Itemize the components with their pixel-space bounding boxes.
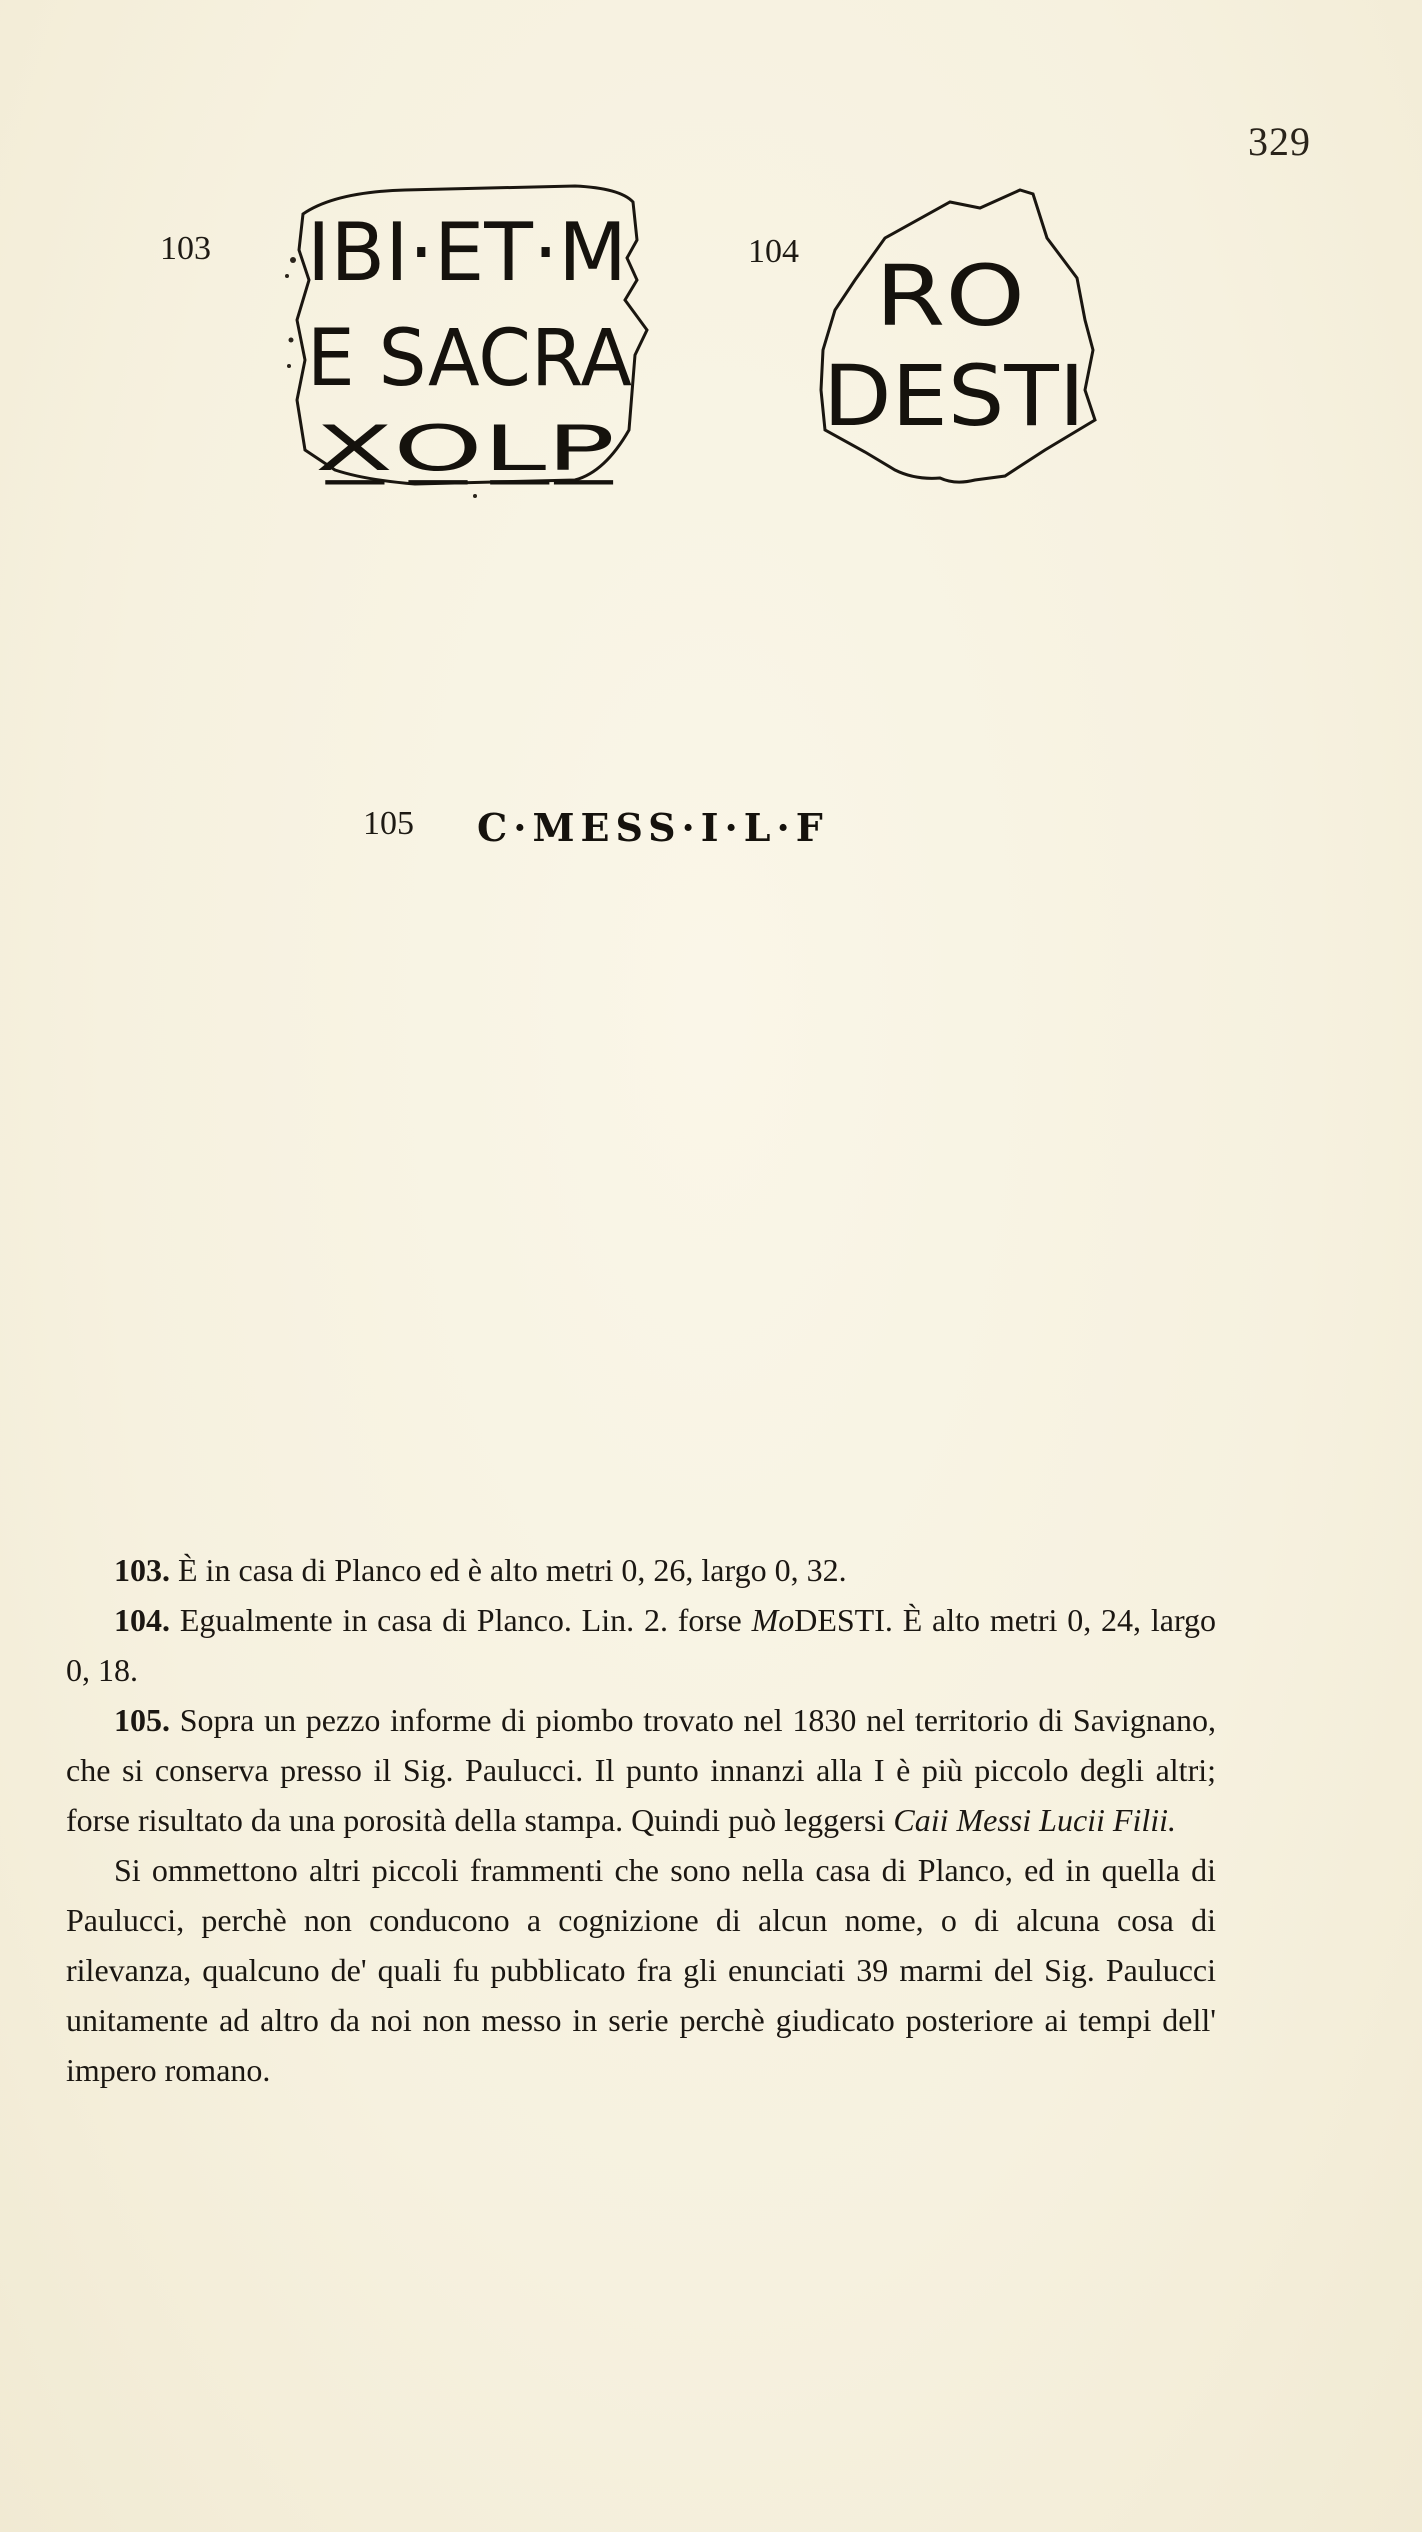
note-103 (66, 1545, 1216, 1595)
note-103-text: È in casa di Planco ed è alto metri 0, 26, largo 0, 32. (178, 1552, 847, 1588)
fragment-104-line-1: RO (875, 247, 1025, 345)
inscription-fragment-104 (815, 180, 1115, 550)
lead-inscription-105: C·MESS·I·L·F (477, 805, 829, 850)
inscription-fragment-103 (275, 180, 665, 510)
figure-103-label: 103 (160, 230, 211, 267)
notes-block (66, 1545, 1216, 2095)
fragment-103-line-3: X̲O̲L̲P̲ (315, 412, 615, 485)
fragment-103-line-2: E SACRA (307, 314, 632, 404)
note-104-text-b: DESTI. È alto metri 0, 24, largo 0, 18. (66, 1602, 1217, 1688)
note-105-italic: Caii Messi Lucii Filii. (893, 1802, 1177, 1838)
fragment-103-line-1: IBI·ET·M (307, 206, 627, 299)
note-104-number: 104. (114, 1602, 170, 1638)
note-105-text: Sopra un pezzo informe di piombo trovato nel 1830 nel territorio di Savignano, che si conserva presso il Sig. Paulucci. Il punto innanzi alla I è più piccolo degli altri; forse risultato da una porosità della stampa. Quindi può leggersi (66, 1702, 1217, 1838)
figure-104-label: 104 (748, 233, 799, 270)
note-105 (66, 1695, 1216, 1845)
note-105-number: 105. (114, 1702, 170, 1738)
fragment-103-drawing (275, 180, 665, 510)
page-number: 329 (1248, 119, 1311, 164)
note-104 (66, 1595, 1216, 1695)
fragment-104-line-2: DESTI (823, 347, 1085, 445)
fragment-104-drawing (815, 180, 1115, 550)
note-103-number: 103. (114, 1552, 170, 1588)
note-104-text-a: Egualmente in casa di Planco. Lin. 2. forse (179, 1602, 752, 1638)
closing-paragraph: Si ommettono altri piccoli frammenti che sono nella casa di Planco, ed in quella di Paulucci, perchè non conducono a cognizione di alcun nome, o di alcuna cosa di rilevanza, qualcuno de' quali fu pubblicato fra gli enunciati 39 marmi del Sig. Paulucci unitamente ad altro da noi non messo in serie perchè giudicato posteriore ai tempi dell' impero romano. (66, 1852, 1216, 2088)
figure-105-label: 105 (363, 805, 414, 842)
note-104-italic: Mo (751, 1602, 795, 1638)
